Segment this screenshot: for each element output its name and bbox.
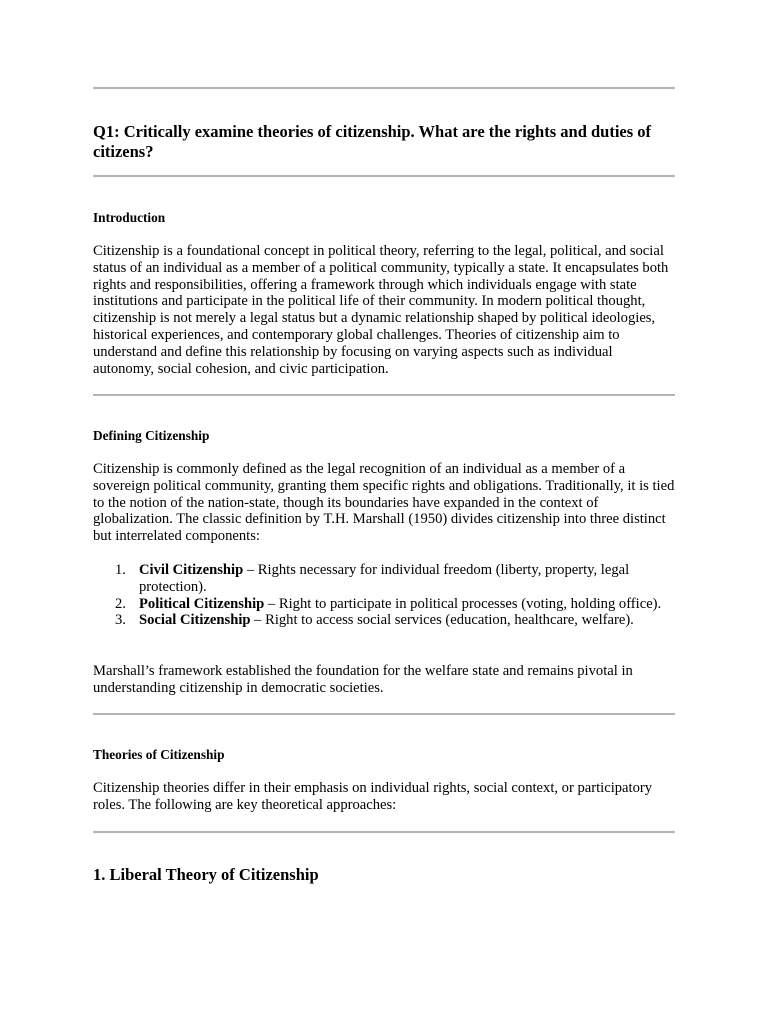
list-item-term: Social Citizenship: [139, 612, 251, 629]
horizontal-rule: [93, 713, 675, 715]
list-item: [93, 562, 675, 596]
list-item: [93, 612, 675, 629]
introduction-paragraph: Citizenship is a foundational concept in political theory, referring to the legal, political, and social status of an individual as a member of a political community, typically a state. It encapsulates both rights and responsibilities, offering a framework through which individuals engage with state institutions and participate in the political life of their community. In modern political thought, citizenship is not merely a legal status but a dynamic relationship shaped by political ideologies, historical experiences, and contemporary global challenges. Theories of citizenship aim to understand and define this relationship by focusing on varying aspects such as individual autonomy, social cohesion, and civic participation.: [93, 243, 669, 377]
horizontal-rule: [93, 175, 675, 177]
marshall-framework-paragraph: Marshall’s framework established the foundation for the welfare state and remains pivotal in understanding citizenship in democratic societies.: [93, 663, 633, 696]
introduction-heading: Introduction: [93, 210, 166, 225]
theories-paragraph: Citizenship theories differ in their emphasis on individual rights, social context, or participatory roles. The following are key theoretical approaches:: [93, 780, 653, 813]
list-item: [93, 596, 675, 613]
defining-citizenship-paragraph: Citizenship is commonly defined as the legal recognition of an individual as a member of a sovereign political community, granting them specific rights and obligations. Traditionally, it is tied to the notion of the nation-state, though its boundaries have expanded in the context of globalization. The classic definition by T.H. Marshall (1950) divides citizenship into three distinct but interrelated components:: [93, 461, 675, 545]
list-item-number: 3.: [115, 612, 126, 629]
list-item-term: Political Citizenship: [139, 595, 265, 612]
list-item-number: 2.: [115, 595, 126, 612]
defining-citizenship-heading: Defining Citizenship: [93, 428, 210, 443]
citizenship-components-list: [93, 562, 675, 629]
list-item-term: Civil Citizenship: [139, 562, 244, 578]
list-item-text: – Rights necessary for individual freedom (liberty, property, legal protection).: [139, 562, 630, 595]
list-item-number: 1.: [115, 562, 126, 578]
list-item-text: – Right to access social services (education, healthcare, welfare).: [250, 612, 634, 629]
horizontal-rule: [93, 394, 675, 396]
question-title: Q1: Critically examine theories of citizenship. What are the rights and duties of citizens?: [93, 122, 652, 161]
list-item-text: – Right to participate in political processes (voting, holding office).: [264, 595, 662, 612]
theories-heading: Theories of Citizenship: [93, 747, 225, 762]
horizontal-rule: [93, 831, 675, 833]
horizontal-rule: [93, 87, 675, 89]
liberal-theory-heading: 1. Liberal Theory of Citizenship: [93, 865, 319, 884]
